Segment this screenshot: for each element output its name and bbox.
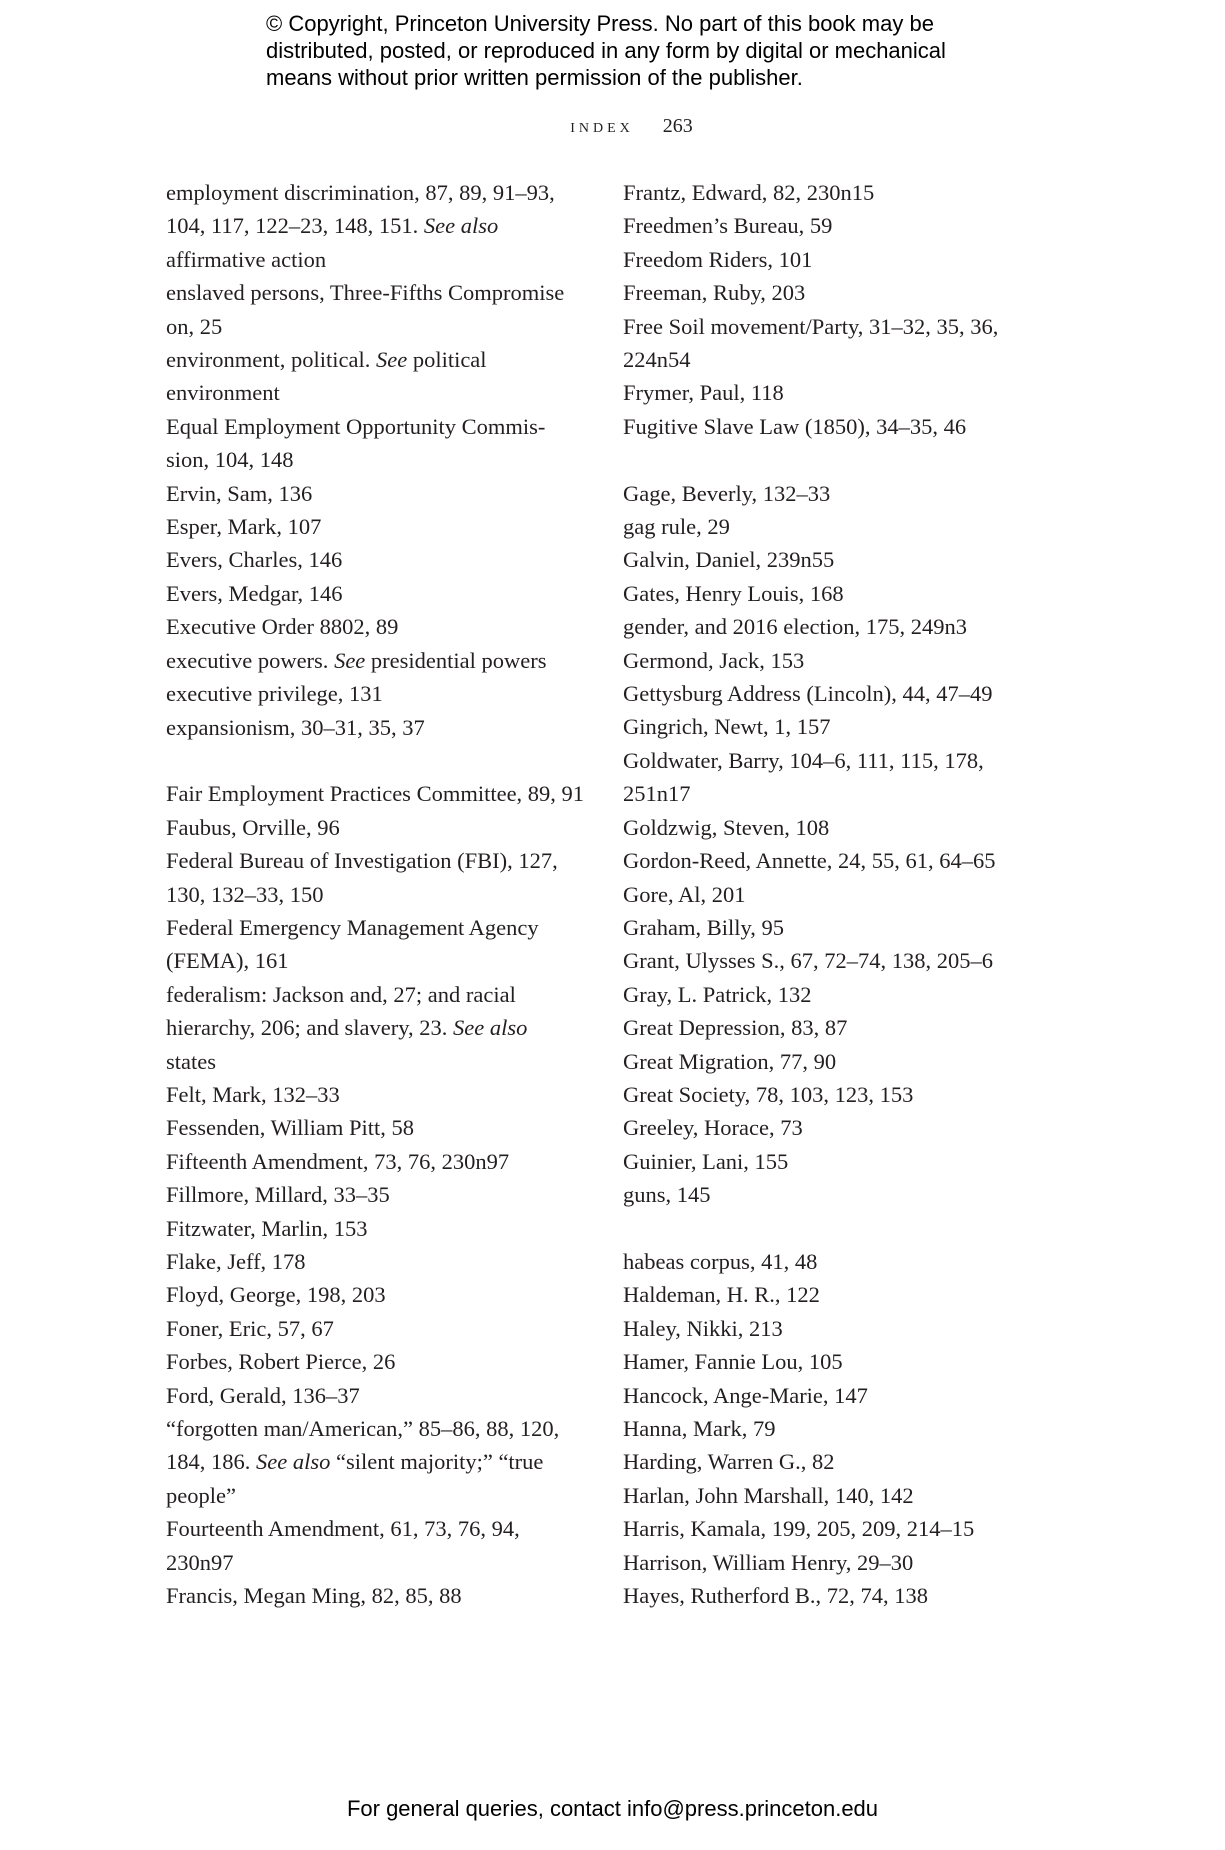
index-entry — [166, 1345, 596, 1378]
index-text: Freeman, Ruby, 203 — [623, 280, 806, 306]
index-entry — [623, 577, 1053, 610]
index-column-right — [623, 176, 1053, 1612]
index-entry-line — [623, 744, 1053, 777]
index-entry-line — [623, 1145, 1053, 1178]
index-text: (FEMA), 161 — [166, 948, 289, 974]
index-entry-line — [623, 276, 1053, 309]
index-entry-line — [623, 710, 1053, 743]
index-entry-line — [166, 209, 596, 242]
index-entry — [166, 1278, 596, 1311]
index-entry — [166, 610, 596, 643]
index-entry-line — [623, 1045, 1053, 1078]
index-entry — [623, 978, 1053, 1011]
index-entry — [623, 209, 1053, 242]
index-text: Forbes, Robert Pierce, 26 — [166, 1349, 396, 1375]
index-entry-line — [623, 176, 1053, 209]
index-entry-line — [166, 1546, 596, 1579]
index-text: Evers, Medgar, 146 — [166, 580, 343, 606]
index-entry — [166, 1212, 596, 1245]
index-text: Harlan, John Marshall, 140, 142 — [623, 1482, 914, 1508]
index-text: Ford, Gerald, 136–37 — [166, 1382, 360, 1408]
index-entry — [623, 310, 1053, 377]
index-entry — [166, 844, 596, 911]
index-entry-line — [623, 1178, 1053, 1211]
index-text: on, 25 — [166, 313, 223, 339]
index-entry-line — [623, 1278, 1053, 1311]
index-entry — [623, 744, 1053, 811]
index-entry — [623, 1145, 1053, 1178]
index-entry-line — [623, 610, 1053, 643]
index-entry — [166, 176, 596, 276]
index-text: Gordon-Reed, Annette, 24, 55, 61, 64–65 — [623, 848, 996, 874]
index-entry-line — [166, 610, 596, 643]
index-text: Fourteenth Amendment, 61, 73, 76, 94, — [166, 1516, 520, 1542]
index-entry-line — [166, 443, 596, 476]
index-entry-line — [166, 911, 596, 944]
footer-contact: For general queries, contact info@press.princeton.edu — [346, 1796, 879, 1821]
index-text: Hanna, Mark, 79 — [623, 1416, 776, 1441]
index-text: Francis, Megan Ming, 82, 85, 88 — [166, 1583, 462, 1609]
index-text: executive powers. — [166, 647, 335, 673]
index-text: federalism: Jackson and, 27; and racial — [166, 981, 516, 1007]
index-entry — [623, 1445, 1053, 1478]
index-entry-line — [166, 1312, 596, 1345]
index-entry — [166, 477, 596, 510]
index-entry-line — [166, 243, 596, 276]
index-entry-line — [623, 243, 1053, 276]
index-entry — [623, 276, 1053, 309]
index-entry-line — [623, 644, 1053, 677]
index-entry-line — [623, 1312, 1053, 1345]
copyright-notice — [266, 10, 1026, 91]
index-entry — [166, 543, 596, 576]
index-entry-line — [166, 1011, 596, 1044]
index-entry — [623, 1111, 1053, 1144]
index-entry — [623, 1045, 1053, 1078]
index-entry-line — [623, 1512, 1053, 1545]
index-entry-line — [623, 1412, 1053, 1445]
index-text: Grant, Ulysses S., 67, 72–74, 138, 205–6 — [623, 948, 993, 974]
cross-reference-label: See — [375, 347, 408, 373]
index-entry — [166, 1312, 596, 1345]
index-entry-line — [166, 978, 596, 1011]
cross-reference-label: See also — [423, 213, 499, 239]
index-text: Executive Order 8802, 89 — [166, 614, 399, 640]
letter-group-gap — [166, 744, 596, 777]
index-entry — [166, 811, 596, 844]
index-entry — [166, 1412, 596, 1512]
index-entry-line — [623, 1078, 1053, 1111]
index-text: Flake, Jeff, 178 — [166, 1248, 306, 1274]
index-text: political — [407, 347, 487, 373]
index-text: 230n97 — [166, 1549, 234, 1575]
index-entry-line — [623, 1579, 1053, 1612]
index-entry-line — [623, 543, 1053, 576]
index-text: Haley, Nikki, 213 — [623, 1315, 783, 1341]
index-text: Fillmore, Millard, 33–35 — [166, 1182, 390, 1208]
index-text: Great Society, 78, 103, 123, 153 — [623, 1081, 914, 1107]
index-entry-line — [623, 1379, 1053, 1412]
index-entry-line — [166, 1145, 596, 1178]
index-entry — [166, 1579, 596, 1612]
index-text: Fair Employment Practices Committee, 89, 91 — [166, 781, 585, 807]
index-text: Gray, L. Patrick, 132 — [623, 981, 812, 1007]
index-entry-line — [623, 777, 1053, 810]
index-text: Gage, Beverly, 132–33 — [623, 480, 831, 506]
index-entry — [623, 1345, 1053, 1378]
index-text: Fugitive Slave Law (1850), 34–35, 46 — [623, 413, 967, 439]
index-entry-line — [166, 1178, 596, 1211]
index-entry — [166, 1145, 596, 1178]
index-text: Hamer, Fannie Lou, 105 — [623, 1349, 843, 1375]
index-text: Federal Emergency Management Agency — [166, 914, 539, 940]
index-entry — [623, 1011, 1053, 1044]
index-text: guns, 145 — [623, 1182, 711, 1208]
cross-reference-label: See also — [256, 1449, 331, 1475]
index-entry-line — [166, 1479, 596, 1512]
index-text: “silent majority;” “true — [330, 1449, 544, 1475]
index-text: Gore, Al, 201 — [623, 881, 746, 907]
index-entry-line — [166, 1078, 596, 1111]
index-entry — [166, 677, 596, 710]
index-entry-line — [166, 878, 596, 911]
index-entry-line — [166, 1278, 596, 1311]
index-entry — [623, 1579, 1053, 1612]
index-text: employment discrimination, 87, 89, 91–93, — [166, 180, 555, 205]
index-entry-line — [623, 1445, 1053, 1478]
running-head-label: index — [570, 115, 634, 137]
index-text: Hayes, Rutherford B., 72, 74, 138 — [623, 1583, 928, 1609]
index-entry-line — [623, 343, 1053, 376]
index-entry — [623, 844, 1053, 877]
index-entry-line — [623, 944, 1053, 977]
index-text: Haldeman, H. R., 122 — [623, 1282, 820, 1308]
index-entry — [623, 1512, 1053, 1545]
index-text: gender, and 2016 election, 175, 249n3 — [623, 614, 968, 640]
index-entry — [166, 644, 596, 677]
index-entry — [166, 1245, 596, 1278]
index-entry-line — [166, 1111, 596, 1144]
index-entry-line — [166, 276, 596, 309]
index-text: executive privilege, 131 — [166, 681, 383, 707]
index-entry-line — [166, 310, 596, 343]
letter-group-gap — [623, 1212, 1053, 1245]
index-entry-line — [166, 711, 596, 744]
index-column-left — [166, 176, 596, 1612]
index-entry-line — [623, 376, 1053, 409]
index-entry-line — [166, 1045, 596, 1078]
index-entry — [166, 978, 596, 1078]
index-text: Guinier, Lani, 155 — [623, 1148, 789, 1174]
index-entry — [623, 878, 1053, 911]
index-entry-line — [166, 1512, 596, 1545]
index-text: Equal Employment Opportunity Commis- — [166, 413, 546, 439]
index-text: Federal Bureau of Investigation (FBI), 127, — [166, 848, 558, 874]
copyright-line: distributed, posted, or reproduced in any form by digital or mechanical — [266, 38, 946, 63]
index-entry-line — [623, 1111, 1053, 1144]
index-entry-line — [166, 777, 596, 810]
index-entry-line — [166, 410, 596, 443]
index-text: habeas corpus, 41, 48 — [623, 1248, 818, 1274]
index-entry — [623, 677, 1053, 710]
page-number: 263 — [662, 115, 693, 137]
index-entry — [623, 1312, 1053, 1345]
index-text: 224n54 — [623, 347, 691, 373]
index-text: 184, 186. — [166, 1449, 256, 1475]
copyright-line: © Copyright, Princeton University Press. No part of this book may be — [266, 11, 934, 36]
index-entry-line — [623, 310, 1053, 343]
index-text: Felt, Mark, 132–33 — [166, 1081, 340, 1107]
index-entry — [623, 644, 1053, 677]
index-entry-line — [623, 677, 1053, 710]
running-head — [0, 112, 1225, 140]
index-entry — [623, 944, 1053, 977]
index-entry — [623, 1245, 1053, 1278]
index-text: “forgotten man/American,” 85–86, 88, 120, — [166, 1416, 560, 1442]
letter-group-gap — [623, 443, 1053, 476]
index-text: people” — [166, 1482, 236, 1508]
index-entry-line — [166, 1445, 596, 1478]
index-entry-line — [623, 410, 1053, 443]
index-entry — [623, 1479, 1053, 1512]
index-entry-line — [166, 1345, 596, 1378]
index-entry — [166, 276, 596, 343]
index-entry — [166, 410, 596, 477]
index-text: expansionism, 30–31, 35, 37 — [166, 714, 425, 740]
index-entry-line — [623, 911, 1053, 944]
index-entry — [623, 510, 1053, 543]
index-entry — [623, 811, 1053, 844]
index-entry-line — [166, 1379, 596, 1412]
index-text: Harris, Kamala, 199, 205, 209, 214–15 — [623, 1516, 975, 1542]
index-entry — [166, 1512, 596, 1579]
index-text: 251n17 — [623, 781, 691, 807]
index-entry — [623, 1412, 1053, 1445]
index-entry-line — [166, 376, 596, 409]
index-entry — [166, 1178, 596, 1211]
index-entry-line — [623, 209, 1053, 242]
index-text: environment — [166, 380, 280, 406]
index-entry-line — [166, 343, 596, 376]
index-text: Evers, Charles, 146 — [166, 547, 343, 573]
index-entry-line — [623, 1011, 1053, 1044]
index-text: Great Depression, 83, 87 — [623, 1015, 848, 1041]
index-entry — [623, 1379, 1053, 1412]
index-entry — [166, 510, 596, 543]
index-text: Greeley, Horace, 73 — [623, 1115, 803, 1141]
index-text: Germond, Jack, 153 — [623, 647, 805, 673]
index-entry-line — [623, 844, 1053, 877]
index-text: Freedom Riders, 101 — [623, 246, 813, 272]
index-entry — [623, 376, 1053, 409]
index-entry — [166, 343, 596, 410]
index-text: sion, 104, 148 — [166, 447, 294, 473]
index-entry-line — [166, 811, 596, 844]
index-entry-line — [166, 944, 596, 977]
index-text: Hancock, Ange-Marie, 147 — [623, 1382, 868, 1408]
index-text: 104, 117, 122–23, 148, 151. — [166, 213, 424, 239]
index-text: Esper, Mark, 107 — [166, 514, 322, 540]
index-text: Fitzwater, Marlin, 153 — [166, 1215, 368, 1241]
index-text: Goldwater, Barry, 104–6, 111, 115, 178, — [623, 747, 984, 773]
index-text: Floyd, George, 198, 203 — [166, 1282, 386, 1308]
index-entry-line — [623, 1245, 1053, 1278]
index-entry — [166, 911, 596, 978]
index-text: Gates, Henry Louis, 168 — [623, 580, 844, 606]
index-entry-line — [623, 510, 1053, 543]
index-entry-line — [623, 1345, 1053, 1378]
index-entry — [166, 577, 596, 610]
index-text: Freedmen’s Bureau, 59 — [623, 213, 833, 239]
index-entry — [623, 1178, 1053, 1211]
index-entry — [623, 176, 1053, 209]
index-entry-line — [166, 176, 596, 209]
index-entry — [623, 911, 1053, 944]
index-entry — [623, 410, 1053, 443]
index-text: Fessenden, William Pitt, 58 — [166, 1115, 415, 1141]
index-text: environment, political. — [166, 347, 376, 373]
index-text: Free Soil movement/Party, 31–32, 35, 36, — [623, 313, 999, 339]
index-text: Galvin, Daniel, 239n55 — [623, 547, 835, 573]
index-entry-line — [166, 577, 596, 610]
index-text: affirmative action — [166, 246, 327, 272]
index-entry-line — [623, 978, 1053, 1011]
index-entry — [623, 243, 1053, 276]
index-entry-line — [623, 477, 1053, 510]
cross-reference-label: See also — [453, 1015, 528, 1041]
index-entry — [166, 1078, 596, 1111]
index-entry-line — [166, 1212, 596, 1245]
index-text: Fifteenth Amendment, 73, 76, 230n97 — [166, 1148, 510, 1174]
index-entry — [166, 711, 596, 744]
index-entry — [623, 710, 1053, 743]
index-entry-line — [166, 1245, 596, 1278]
index-entry — [166, 777, 596, 810]
index-entry — [166, 1111, 596, 1144]
index-entry — [623, 1546, 1053, 1579]
index-text: Harrison, William Henry, 29–30 — [623, 1549, 914, 1575]
index-text: Faubus, Orville, 96 — [166, 814, 340, 840]
cross-reference-label: See — [334, 647, 366, 673]
copyright-line: means without prior written permission of the publisher. — [266, 65, 803, 90]
index-text: Goldzwig, Steven, 108 — [623, 814, 830, 840]
index-entry — [166, 1379, 596, 1412]
index-text: Harding, Warren G., 82 — [623, 1449, 835, 1475]
index-entry-line — [166, 1412, 596, 1445]
index-text: Ervin, Sam, 136 — [166, 480, 313, 506]
index-text: Gingrich, Newt, 1, 157 — [623, 714, 831, 740]
index-entry-line — [623, 577, 1053, 610]
index-entry-line — [623, 811, 1053, 844]
index-entry — [623, 1078, 1053, 1111]
index-text: Graham, Billy, 95 — [623, 914, 785, 940]
index-entry-line — [623, 1546, 1053, 1579]
index-entry-line — [166, 477, 596, 510]
index-entry-line — [623, 1479, 1053, 1512]
index-text: states — [166, 1048, 216, 1074]
index-text: Frymer, Paul, 118 — [623, 380, 784, 406]
index-text: enslaved persons, Three-Fifths Compromise — [166, 280, 565, 306]
index-entry-line — [166, 644, 596, 677]
index-entry-line — [166, 844, 596, 877]
index-entry-line — [166, 510, 596, 543]
index-text: 130, 132–33, 150 — [166, 881, 324, 907]
index-entry — [623, 477, 1053, 510]
index-text: Frantz, Edward, 82, 230n15 — [623, 180, 875, 205]
index-entry — [623, 610, 1053, 643]
index-text: presidential powers — [365, 647, 547, 673]
index-text: hierarchy, 206; and slavery, 23. — [166, 1015, 453, 1041]
index-entry — [623, 543, 1053, 576]
index-text: Great Migration, 77, 90 — [623, 1048, 837, 1074]
index-text: Foner, Eric, 57, 67 — [166, 1315, 334, 1341]
index-entry-line — [166, 1579, 596, 1612]
index-text: Gettysburg Address (Lincoln), 44, 47–49 — [623, 681, 993, 707]
index-entry-line — [623, 878, 1053, 911]
index-text: gag rule, 29 — [623, 514, 730, 540]
index-entry-line — [166, 677, 596, 710]
index-entry-line — [166, 543, 596, 576]
index-entry — [623, 1278, 1053, 1311]
